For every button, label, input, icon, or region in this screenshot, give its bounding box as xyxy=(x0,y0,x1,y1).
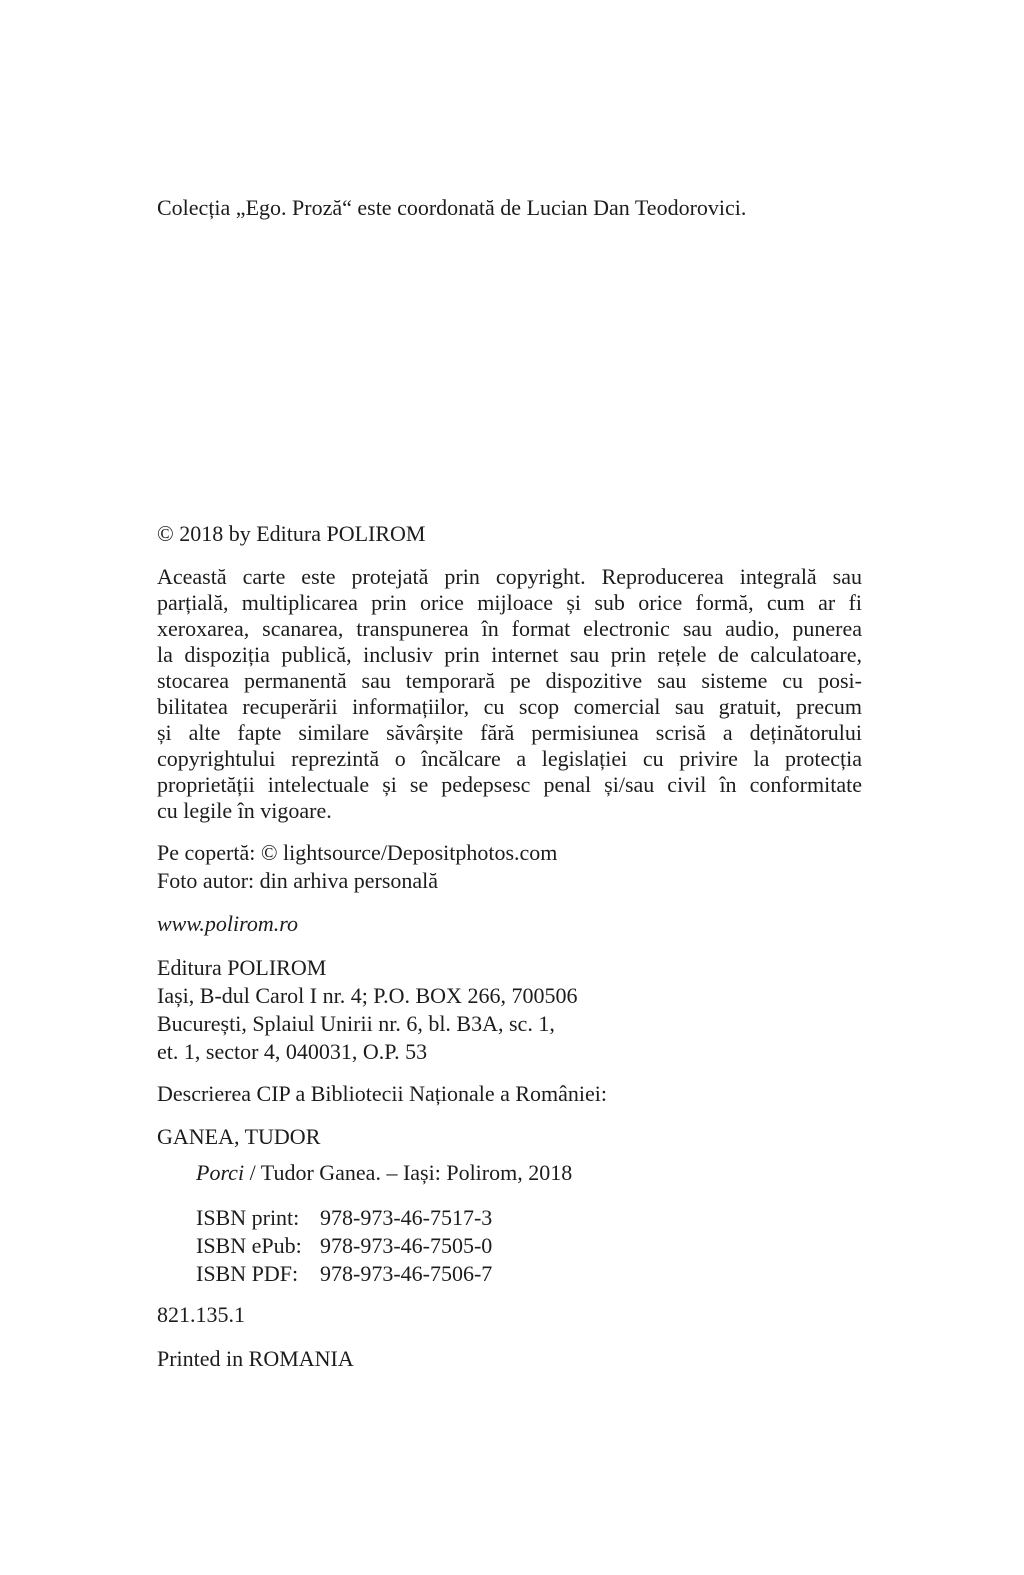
book-title: Porci xyxy=(196,1160,245,1185)
copyright-paragraph-line: xeroxarea, scanarea, transpunerea în format electronic sau audio, punerea xyxy=(157,616,862,641)
copyright-paragraph-line: și alte fapte similare săvârșite fără permisiunea scrisă a deținătorului xyxy=(157,720,862,745)
publisher-name: Editura POLIROM xyxy=(157,955,327,980)
cover-credit: Pe copertă: © lightsource/Depositphotos.com xyxy=(157,840,558,865)
isbn-label: ISBN print: xyxy=(196,1205,300,1230)
copyright-paragraph-line: cu legile în vigoare. xyxy=(157,798,332,823)
book-title-details: / Tudor Ganea. – Iași: Polirom, 2018 xyxy=(244,1160,573,1185)
isbn-value: 978-973-46-7517-3 xyxy=(320,1205,493,1230)
copyright-paragraph-line: stocarea permanentă sau temporară pe dispozitive sau sisteme cu posi- xyxy=(157,668,862,693)
publisher-address-iasi: Iași, B-dul Carol I nr. 4; P.O. BOX 266, 700506 xyxy=(157,983,578,1008)
cip-title-line xyxy=(196,1162,572,1184)
copyright-paragraph-line: copyrightului reprezintă o încălcare a legislației cu privire la protecția xyxy=(157,746,862,771)
copyright-paragraph-line: Această carte este protejată prin copyright. Reproducerea integrală sau xyxy=(157,564,862,589)
isbn-label: ISBN PDF: xyxy=(196,1261,299,1286)
printed-in: Printed in ROMANIA xyxy=(157,1346,354,1371)
publisher-address-bucharest-cont: et. 1, sector 4, 040031, O.P. 53 xyxy=(157,1039,428,1064)
cip-heading: Descrierea CIP a Bibliotecii Naționale a României: xyxy=(157,1081,608,1106)
website-link[interactable]: www.polirom.ro xyxy=(157,911,298,936)
isbn-value: 978-973-46-7505-0 xyxy=(320,1233,493,1258)
publisher-address-bucharest: București, Splaiul Unirii nr. 6, bl. B3A, sc. 1, xyxy=(157,1011,555,1036)
copyright-paragraph xyxy=(157,564,862,824)
isbn-pdf-row xyxy=(196,1261,492,1287)
copyright-paragraph-line: la dispoziția publică, inclusiv prin internet sau prin rețele de calculatoare, xyxy=(157,642,862,667)
isbn-label: ISBN ePub: xyxy=(196,1233,302,1258)
copyright-paragraph-line: proprietății intelectuale și se pedepsesc penal și/sau civil în conformitate xyxy=(157,772,862,797)
copyright-paragraph-line: bilitatea recuperării informațiilor, cu scop comercial sau gratuit, precum xyxy=(157,694,862,719)
isbn-epub-row xyxy=(196,1233,492,1259)
classification-code: 821.135.1 xyxy=(157,1302,245,1327)
copyright-paragraph-line: parțială, multiplicarea prin orice mijloace și sub orice formă, cum ar fi xyxy=(157,590,862,615)
isbn-value: 978-973-46-7506-7 xyxy=(320,1261,493,1286)
copyright-line: © 2018 by Editura POLIROM xyxy=(157,521,426,546)
author-photo-credit: Foto autor: din arhiva personală xyxy=(157,868,439,893)
collection-note: Colecția „Ego. Proză“ este coordonată de Lucian Dan Teodorovici. xyxy=(157,195,747,220)
cip-author: GANEA, TUDOR xyxy=(157,1124,321,1149)
isbn-print-row xyxy=(196,1205,492,1231)
